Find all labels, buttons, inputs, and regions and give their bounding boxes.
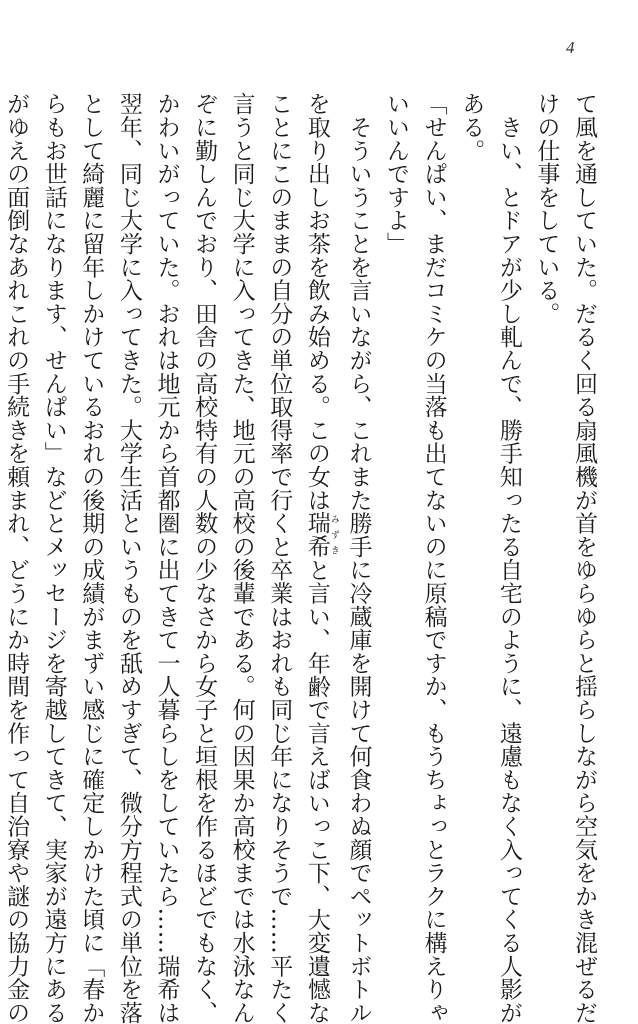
text-line: かわいがっていた。おれは地元から首都圏に出てきて一人暮らしをしていたら……瑞希は <box>153 92 180 1024</box>
text-line: いいんですよ」 <box>383 92 410 256</box>
text-line: ある。 <box>458 92 485 162</box>
novel-text-body <box>3 92 602 1024</box>
text-line-with-ruby <box>297 92 339 1024</box>
text-line: きい、とドアが少し軋んで、勝手知ったる自宅のように、遠慮もなく入ってくる人影が <box>495 92 522 1024</box>
ruby-base: 瑞希 <box>303 511 330 559</box>
text-line: らもお世話になります、せんぱい」などとメッセージを寄越してきて、実家が遠方にある <box>40 92 67 1024</box>
text-line: けの仕事をしている。 <box>533 92 560 325</box>
ruby-annotation <box>303 511 339 559</box>
ruby-reading: みずき <box>328 511 339 559</box>
text-segment: と言い、年齢で言えばいっこ下、大変遺憾な <box>303 558 330 1024</box>
text-line: 翌年、同じ大学に入ってきた。大学生活というものを舐めすぎて、微分方程式の単位を落 <box>115 92 142 1024</box>
text-segment: を取り出しお茶を飲み始める。この女は <box>303 92 330 512</box>
page-number: 4 <box>566 38 575 57</box>
text-line: 言うと同じ大学に入ってきた、地元の高校の後輩である。何の因果か高校までは水泳なん <box>228 92 255 1024</box>
text-line: 「せんぱい、まだコミケの当落も出てないのに原稿ですか、もうちょっとラクに構えりゃ <box>420 92 447 1024</box>
text-line: ぞに勤しんでおり、田舎の高校特有の人数の少なさから女子と垣根を作るほどでもなく、 <box>191 92 218 1024</box>
text-line: ことにこのままの自分の単位取得率で行くと卒業はおれも同じ年になりそうで……平たく <box>266 92 293 1024</box>
text-line: がゆえの面倒なあれこれの手続きを頼まれ、どうにか時間を作って自治寮や謎の協力金の <box>3 92 30 1024</box>
text-line: て風を通していた。だるく回る扇風機が首をゆらゆらと揺らしながら空気をかき混ぜるだ <box>571 92 597 1024</box>
text-line: として綺麗に留年しかけているおれの後期の成績がまずい感じに確定しかけた頃に「春か <box>78 92 105 1024</box>
text-line: そういうことを言いながら、これまた勝手に冷蔵庫を開けて何食わぬ顔でペットボトル <box>345 92 372 1024</box>
